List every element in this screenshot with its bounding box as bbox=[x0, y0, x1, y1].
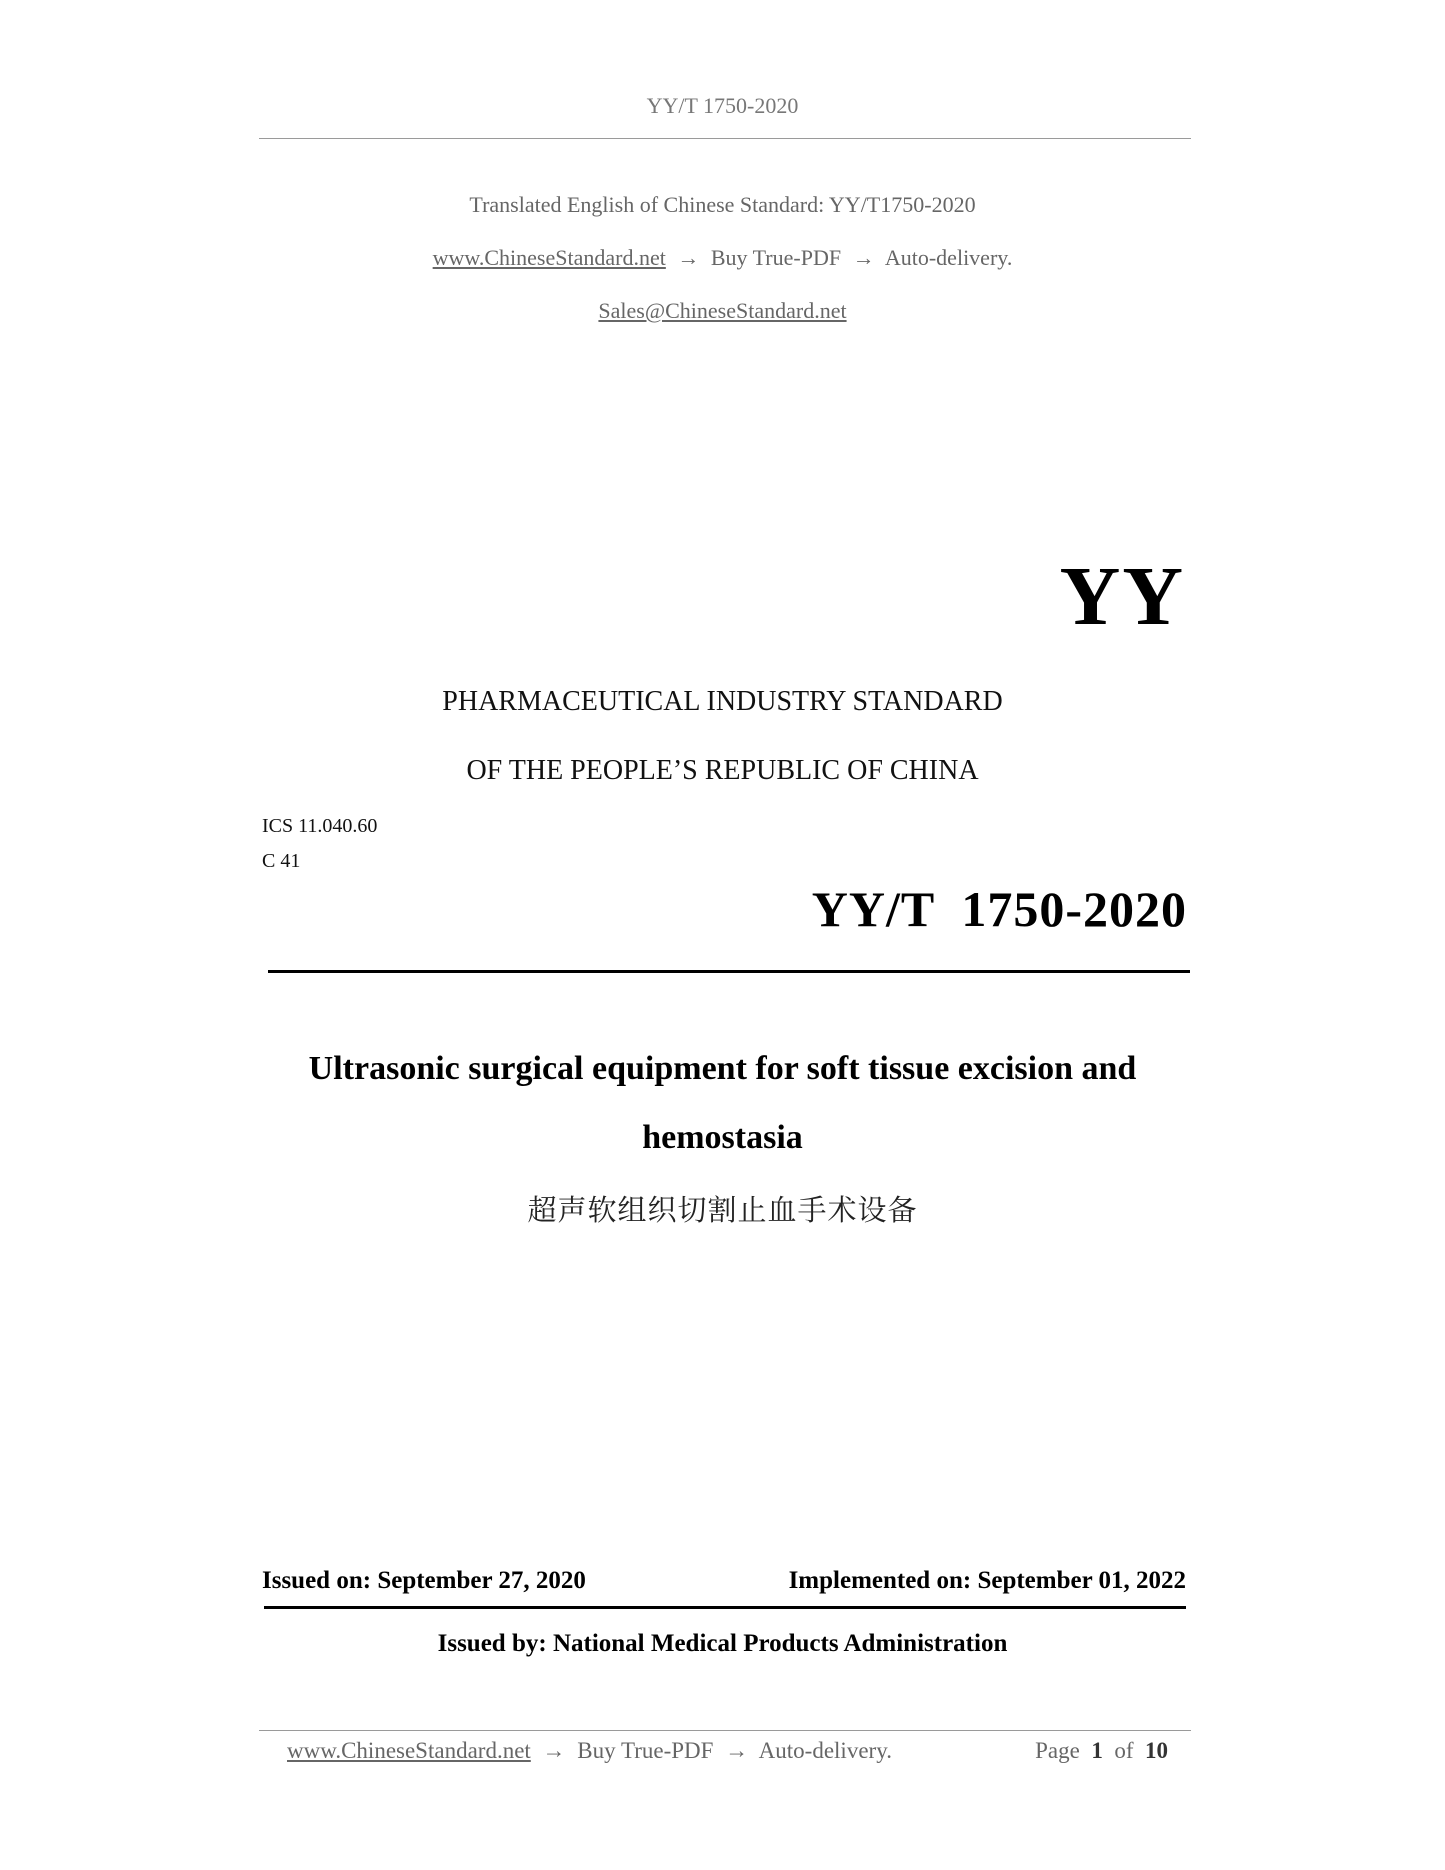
date-rule bbox=[264, 1606, 1186, 1609]
running-header: YY/T 1750-2020 bbox=[646, 93, 799, 118]
footer-promo bbox=[287, 1738, 892, 1764]
translation-line: Translated English of Chinese Standard: YY/T1750-2020 bbox=[469, 192, 976, 217]
site-link[interactable]: www.ChineseStandard.net bbox=[432, 245, 666, 270]
ics-code: ICS 11.040.60 bbox=[262, 815, 378, 837]
agency-line-1: PHARMACEUTICAL INDUSTRY STANDARD bbox=[442, 686, 1003, 717]
page-of: of bbox=[1114, 1738, 1134, 1763]
standard-number-rule bbox=[268, 970, 1190, 973]
implemented-on-date: Implemented on: September 01, 2022 bbox=[788, 1567, 1186, 1594]
footer-divider bbox=[259, 1730, 1191, 1731]
issued-by: Issued by: National Medical Products Administration bbox=[437, 1630, 1008, 1657]
delivery-text: Auto-delivery. bbox=[884, 245, 1013, 270]
arrow-right-icon: → bbox=[542, 1738, 566, 1763]
footer-buy-text: Buy True-PDF bbox=[577, 1738, 714, 1763]
arrow-right-icon: → bbox=[677, 245, 700, 270]
footer-site-link[interactable]: www.ChineseStandard.net bbox=[287, 1738, 531, 1763]
title-en-line-2: hemostasia bbox=[642, 1119, 803, 1156]
ccs-code: C 41 bbox=[262, 850, 301, 872]
buy-text: Buy True-PDF bbox=[710, 245, 842, 270]
agency-line-2: OF THE PEOPLE’S REPUBLIC OF CHINA bbox=[466, 755, 979, 786]
arrow-right-icon: → bbox=[725, 1738, 749, 1763]
email-link[interactable]: Sales@ChineseStandard.net bbox=[598, 298, 847, 323]
title-en-line-1: Ultrasonic surgical equipment for soft tissue excision and bbox=[308, 1050, 1137, 1087]
standard-number: YY/T 1750-2020 bbox=[811, 881, 1187, 937]
header-divider bbox=[259, 138, 1191, 139]
email-line bbox=[0, 298, 1445, 324]
page-number bbox=[1035, 1738, 1168, 1764]
title-cn: 超声软组织切割止血手术设备 bbox=[527, 1193, 918, 1227]
issued-on-date: Issued on: September 27, 2020 bbox=[262, 1567, 586, 1594]
arrow-right-icon: → bbox=[852, 245, 875, 270]
footer-delivery-text: Auto-delivery. bbox=[758, 1738, 892, 1763]
page-current: 1 bbox=[1091, 1738, 1103, 1763]
yy-standard-mark: YY bbox=[1059, 550, 1185, 643]
page-label: Page bbox=[1035, 1738, 1080, 1763]
promo-line bbox=[0, 245, 1445, 271]
page-total: 10 bbox=[1145, 1738, 1168, 1763]
